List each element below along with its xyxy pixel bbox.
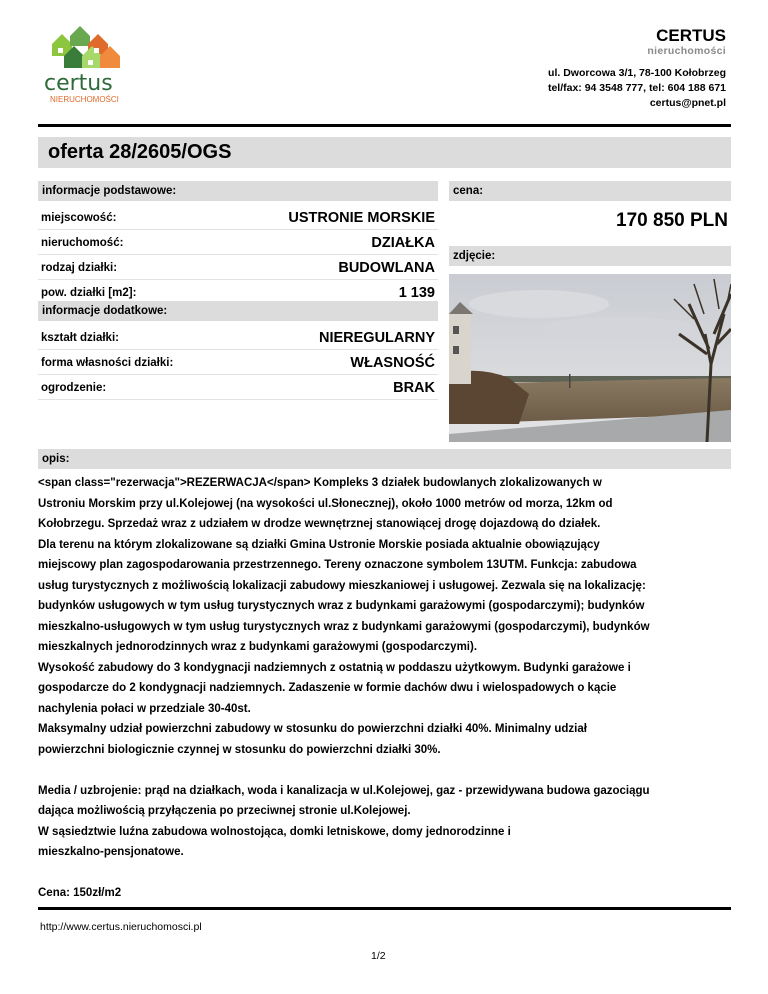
description-line: Kołobrzegu. Sprzedaż wraz z udziałem w drodze wewnętrznej stanowiącej drogę dojazdową do działek. xyxy=(38,518,601,530)
description-spacer xyxy=(38,863,730,884)
property-photo[interactable] xyxy=(449,274,731,442)
footer-url-link[interactable]: http://www.certus.nieruchomosci.pl xyxy=(40,921,202,933)
row-label: ogrodzenie: xyxy=(41,382,107,394)
description-line: Dla terenu na którym zlokalizowane są działki Gmina Ustronie Morskie posiada aktualnie obowiązujący xyxy=(38,538,600,551)
description-line: miejscowy plan zagospodarowania przestrzennego. Tereny oznaczone symbolem 13UTM. Funkcja: zabudowa xyxy=(38,559,637,571)
description-line: Cena: 150zł/m2 xyxy=(38,887,122,899)
description-line: mieszkalnych jednorodzinnych wraz z budynkami garażowymi (gospodarczymi). xyxy=(38,641,478,653)
row-label: miejscowość: xyxy=(41,212,117,224)
address-line: ul. Dworcowa 3/1, 78-100 Kołobrzeg xyxy=(548,67,726,79)
row-value: WŁASNOŚĆ xyxy=(350,355,435,371)
header-divider xyxy=(38,124,731,127)
description-spacer xyxy=(38,760,730,781)
description-heading: opis: xyxy=(38,449,731,469)
row-label: nieruchomość: xyxy=(41,237,124,249)
row-label: pow. działki [m2]: xyxy=(41,287,137,299)
basic-row xyxy=(38,205,438,230)
description-line: gospodarcze do 2 kondygnacji nadziemnych. Zadaszenie w formie dachów dwu i wielospadowych o kącie xyxy=(38,682,617,694)
price-heading: cena: xyxy=(449,181,731,201)
extra-info-heading: informacje dodatkowe: xyxy=(38,301,438,321)
row-label: kształt działki: xyxy=(41,332,119,344)
extra-row xyxy=(38,325,438,350)
price-value: 170 850 PLN xyxy=(616,210,728,231)
page-number: 1/2 xyxy=(371,950,386,962)
description-line: nachylenia połaci w przedziale 30-40st. xyxy=(38,702,251,715)
row-value: 1 139 xyxy=(398,285,435,301)
row-value: DZIAŁKA xyxy=(371,235,435,251)
email-line[interactable]: certus@pnet.pl xyxy=(649,97,726,109)
description-line: <span class="rezerwacja">REZERWACJA</span> Kompleks 3 działek budowlanych zlokalizowanych w xyxy=(38,477,602,489)
logo-text: certus xyxy=(44,71,113,96)
photo-heading: zdjęcie: xyxy=(449,246,731,266)
phone-line: tel/fax: 94 3548 777, tel: 604 188 671 xyxy=(547,82,726,94)
offer-title: oferta 28/2605/OGS xyxy=(48,141,232,163)
brand-name: CERTUS xyxy=(656,26,726,45)
basic-row xyxy=(38,255,438,280)
description-line: usług turystycznych z możliwością lokalizacji zabudowy mieszkaniowej i usługowej. Zezwala się na lokalizację: xyxy=(38,579,646,592)
description-line: budynków usługowych w tym usług turystycznych wraz z budynkami garażowymi (gospodarczymi); budynków xyxy=(38,600,645,612)
row-label: forma własności działki: xyxy=(41,357,174,369)
extra-row xyxy=(38,375,438,400)
brand-subtitle: nieruchomości xyxy=(647,45,726,57)
description-line: Media / uzbrojenie: prąd na działkach, woda i kanalizacja w ul.Kolejowej, gaz - przewidywana budowa gazociągu xyxy=(38,784,650,797)
description-body xyxy=(38,473,730,904)
description-line: dająca możliwością przyłączenia po przeciwnej stronie ul.Kolejowej. xyxy=(38,805,411,817)
description-line: Ustroniu Morskim przy ul.Kolejowej (na wysokości ul.Słonecznej), około 1000 metrów od morza, 12km od xyxy=(38,497,613,510)
basic-row xyxy=(38,230,438,255)
description-line: Maksymalny udział powierzchni zabudowy w stosunku do powierzchni działki 40%. Minimalny udział xyxy=(38,723,587,735)
description-line: W sąsiedztwie luźna zabudowa wolnostojąca, domki letniskowe, domy jednorodzinne i xyxy=(38,825,511,838)
description-line: mieszkalno-usługowych w tym usług turystycznych wraz z budynkami garażowymi (gospodarczymi), budynków xyxy=(38,620,650,633)
row-value: BRAK xyxy=(393,380,435,396)
description-line: mieszkalno-pensjonatowe. xyxy=(38,846,184,858)
row-value: USTRONIE MORSKIE xyxy=(288,210,435,226)
row-value: BUDOWLANA xyxy=(338,260,435,276)
basic-info-heading: informacje podstawowe: xyxy=(38,181,438,201)
row-value: NIEREGULARNY xyxy=(318,330,435,346)
description-line: Wysokość zabudowy do 3 kondygnacji nadziemnych z ostatnią w poddaszu użytkowym. Budynki garażowe i xyxy=(38,661,631,674)
footer-divider xyxy=(38,907,731,910)
logo-subtext: NIERUCHOMOŚCI xyxy=(50,95,119,104)
extra-row xyxy=(38,350,438,375)
company-logo xyxy=(40,22,140,107)
row-label: rodzaj działki: xyxy=(41,262,118,274)
description-line: powierzchni biologicznie czynnej w stosunku do powierzchni działki 30%. xyxy=(38,743,441,756)
